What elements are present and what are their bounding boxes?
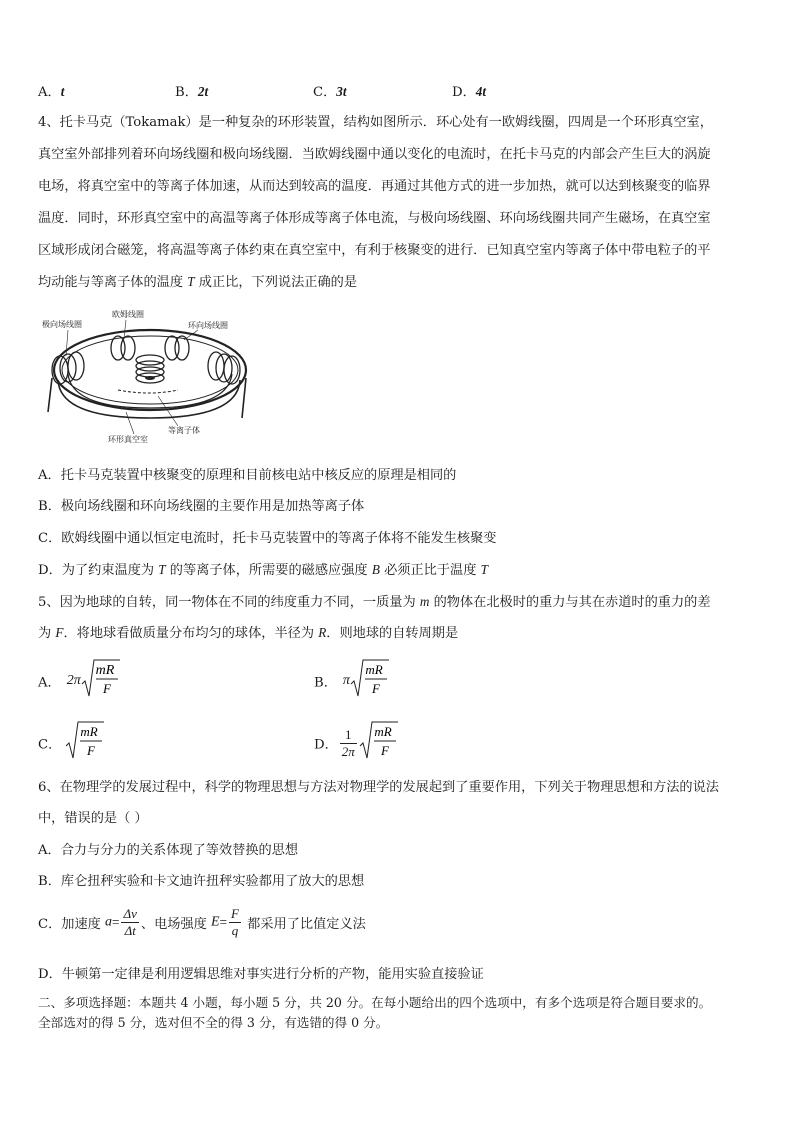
q5-line-2: 为 F．将地球看做质量分布均匀的球体，半径为 R．则地球的自转周期是 (38, 625, 459, 641)
label-plasma: 等离子体 (168, 426, 200, 435)
q5-option-b: B． π mR F (314, 658, 390, 704)
q4-line-2: 真空室外部排列着环向场线圈和极向场线圈．当欧姆线圈中通以变化的电流时，在托卡马克的内部会产生巨大的涡旋 (38, 147, 711, 162)
sqrt-radical (350, 658, 390, 704)
q6-option-b: B．库仑扭秤实验和卡文迪许扭秤实验都用了放大的思想 (38, 874, 365, 889)
svg-text:F: F (380, 743, 389, 758)
svg-text:mR: mR (365, 662, 383, 677)
prev-option-b: B．2t (175, 84, 209, 100)
q6-line-2: 中，错误的是（ ） (38, 811, 148, 826)
prev-option-d: D．4t (452, 84, 487, 100)
q6-option-c: C．加速度 a= $\frac{\Delta v}{\Delta t}$ 、电场强度 E= $\frac{F}{q}$ 都采用了比值定义法 (38, 906, 366, 938)
svg-text:F: F (102, 681, 111, 696)
q5-option-a: A． 2π mR F (38, 658, 121, 704)
svg-text:F: F (87, 743, 96, 758)
sqrt-radical (359, 720, 399, 766)
q4-option-a: A．托卡马克装置中核聚变的原理和目前核电站中核反应的原理是相同的 (38, 468, 457, 483)
q5-option-c: C． mR F (38, 720, 105, 766)
sqrt-radical (81, 658, 121, 704)
q4-option-c: C．欧姆线圈中通以恒定电流时，托卡马克装置中的等离子体将不能发生核聚变 (38, 531, 497, 546)
q4-line-6: 均动能与等离子体的温度 T 成正比，下列说法正确的是 (38, 274, 358, 290)
q4-line-1: 4、托卡马克（Tokamak）是一种复杂的环形装置，结构如图所示．环心处有一欧姆线圈，四周是一个环形真空室， (38, 115, 713, 130)
tokamak-diagram (38, 308, 248, 448)
section-2-heading: 二、多项选择题：本题共 4 小题，每小题 5 分，共 20 分。在每小题给出的四个选项中，有多个选项是符合题目要求的。 (38, 995, 712, 1010)
label-poloidal-coil: 极向场线圈 (42, 320, 82, 329)
q5-option-d: D． $\frac{1}{2\pi}$ mR F (314, 720, 399, 766)
svg-text:mR: mR (80, 724, 98, 739)
label-toroidal-coil: 环向场线圈 (188, 321, 228, 330)
q4-line-4: 温度．同时，环形真空室中的高温等离子体形成等离子体电流，与极向场线圈、环向场线圈共同产生磁场，在真空室 (38, 211, 711, 226)
label-ohmic-coil: 欧姆线圈 (112, 310, 144, 319)
q6-option-a: A．合力与分力的关系体现了等效替换的思想 (38, 843, 299, 858)
svg-text:mR: mR (374, 724, 392, 739)
section-2-scoring: 全部选对的得 5 分，选对但不全的得 3 分，有选错的得 0 分。 (38, 1015, 389, 1030)
q4-option-d: D．为了约束温度为 T 的等离子体，所需要的磁感应强度 B 必须正比于温度 T (38, 562, 488, 578)
q4-option-b: B．极向场线圈和环向场线圈的主要作用是加热等离子体 (38, 499, 365, 514)
q6-option-d: D．牛顿第一定律是利用逻辑思维对事实进行分析的产物，能用实验直接验证 (38, 967, 484, 982)
svg-text:F: F (371, 681, 380, 696)
sqrt-radical (65, 720, 105, 766)
prev-option-a: A．t (38, 84, 65, 100)
label-vacuum-chamber: 环形真空室 (108, 435, 148, 444)
q6-line-1: 6、在物理学的发展过程中，科学的物理思想与方法对物理学的发展起到了重要作用，下列关于物理思想和方法的说法 (38, 780, 719, 795)
svg-text:mR: mR (95, 663, 115, 678)
q4-line-3: 电场，将真空室中的等离子体加速，从而达到较高的温度．再通过其他方式的进一步加热，就可以达到核聚变的临界 (38, 179, 711, 194)
q5-line-1: 5、因为地球的自转，同一物体在不同的纬度重力不同，一质量为 m 的物体在北极时的重力与其在赤道时的重力的差 (38, 594, 711, 610)
q4-line-5: 区域形成闭合磁笼，将高温等离子体约束在真空室中，有利于核聚变的进行．已知真空室内等离子体中带电粒子的平 (38, 243, 711, 258)
prev-option-c: C．3t (313, 84, 347, 100)
